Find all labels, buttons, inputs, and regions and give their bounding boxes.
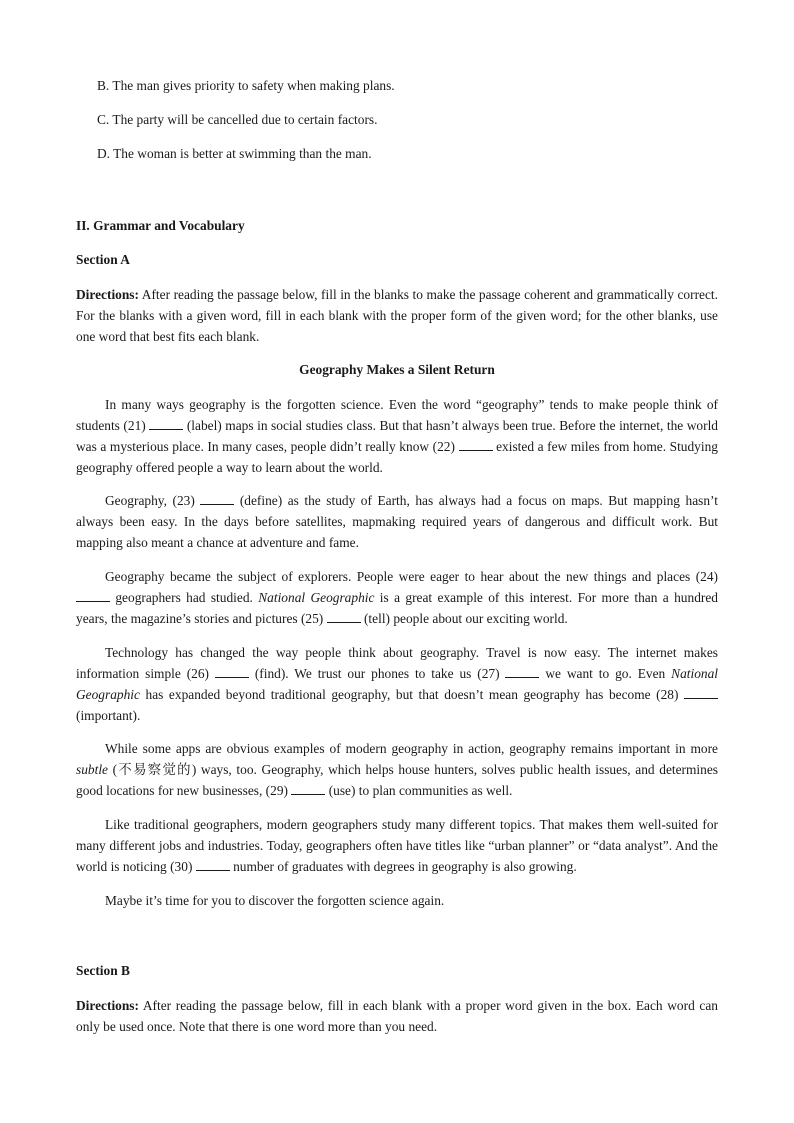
paragraph-text: Geography became the subject of explorers. People were eager to hear about the new things and places (24) [105,569,718,584]
paragraph-text: While some apps are obvious examples of modern geography in action, geography remains important in more [105,741,718,756]
blank-24[interactable] [76,589,110,602]
paragraph-text: (tell) people about our exciting world. [360,611,568,626]
paragraph-text: geographers had studied. [110,590,259,605]
blank-23[interactable] [200,492,234,505]
paragraph-text: (label) maps in social studies class. But that hasn’t always been true. Before the internet, the world was a mysterious place. In many cases, people didn’t really know (22) [76,418,718,454]
blank-25[interactable] [327,610,361,623]
section-a-directions [76,284,718,347]
section-b-directions [76,995,718,1037]
blank-27[interactable] [505,665,539,678]
option-c: C. The party will be cancelled due to certain factors. [97,112,378,127]
paragraph-text: (不易察觉的) ways, too. Geography, which helps house hunters, solves public health issues, and determines good locations for new businesses, (29) [76,762,718,798]
passage-paragraph-6 [76,814,718,877]
blank-30[interactable] [196,858,230,871]
directions-text: After reading the passage below, fill in each blank with a proper word given in the box. Each word can only be used once. Note that there is one word more than you need. [76,998,718,1034]
passage-paragraph-7: Maybe it’s time for you to discover the forgotten science again. [105,893,445,908]
directions-label: Directions: [76,287,139,302]
paragraph-text: (important). [76,708,141,723]
paragraph-text: (define) as the study of Earth, has always had a focus on maps. But mapping hasn’t always been easy. In the days before satellites, mapmaking required years of dangerous and difficult work. But mapping also meant a chance at adventure and fame. [76,493,718,550]
passage-paragraph-3 [76,566,718,629]
paragraph-text: we want to go. Even [539,666,672,681]
blank-26[interactable] [215,665,249,678]
blank-21[interactable] [149,417,183,430]
paragraph-text: existed a few miles from home. Studying geography offered people a way to learn about the world. [76,439,718,475]
option-b: B. The man gives priority to safety when making plans. [97,78,395,93]
paragraph-text: has expanded beyond traditional geography, but that doesn’t mean geography has become (28) [139,687,684,702]
magazine-name: National Geographic [258,590,375,605]
blank-29[interactable] [291,782,325,795]
passage-paragraph-1 [76,394,718,478]
paragraph-text: is a great example of this interest. For more than a hundred years, the magazine’s stories and pictures (25) [76,590,718,626]
key-word: subtle [76,762,108,777]
paragraph-text: Technology has changed the way people think about geography. Travel is now easy. The internet makes information simple (26) [76,645,718,681]
option-d: D. The woman is better at swimming than the man. [97,146,372,161]
paragraph-text: number of graduates with degrees in geography is also growing. [229,859,577,874]
blank-28[interactable] [684,686,718,699]
paragraph-text: Geography, (23) [105,493,201,508]
blank-22[interactable] [459,438,493,451]
paragraph-text: (find). We trust our phones to take us (27) [248,666,506,681]
passage-paragraph-2 [76,490,718,553]
directions-text: After reading the passage below, fill in the blanks to make the passage coherent and grammatically correct. For the blanks with a given word, fill in each blank with the proper form of the given word; for the other blanks, use one word that best fits each blank. [76,287,718,344]
paragraph-text: Like traditional geographers, modern geographers study many different topics. That makes them well-suited for many different jobs and industries. Today, geographers often have titles like “urban planner” or “data analyst”. And the world is noticing (30) [76,817,718,874]
section-a-heading: Section A [76,252,130,267]
passage-paragraph-4 [76,642,718,726]
section-b-heading: Section B [76,963,130,978]
paragraph-text: (use) to plan communities as well. [325,783,513,798]
passage-paragraph-5 [76,738,718,801]
paragraph-text: In many ways geography is the forgotten science. Even the word “geography” tends to make people think of students (21) [76,397,718,433]
magazine-name: National Geographic [76,666,719,702]
section-ii-title: II. Grammar and Vocabulary [76,218,245,233]
passage-title: Geography Makes a Silent Return [299,362,495,377]
directions-label: Directions: [76,998,139,1013]
